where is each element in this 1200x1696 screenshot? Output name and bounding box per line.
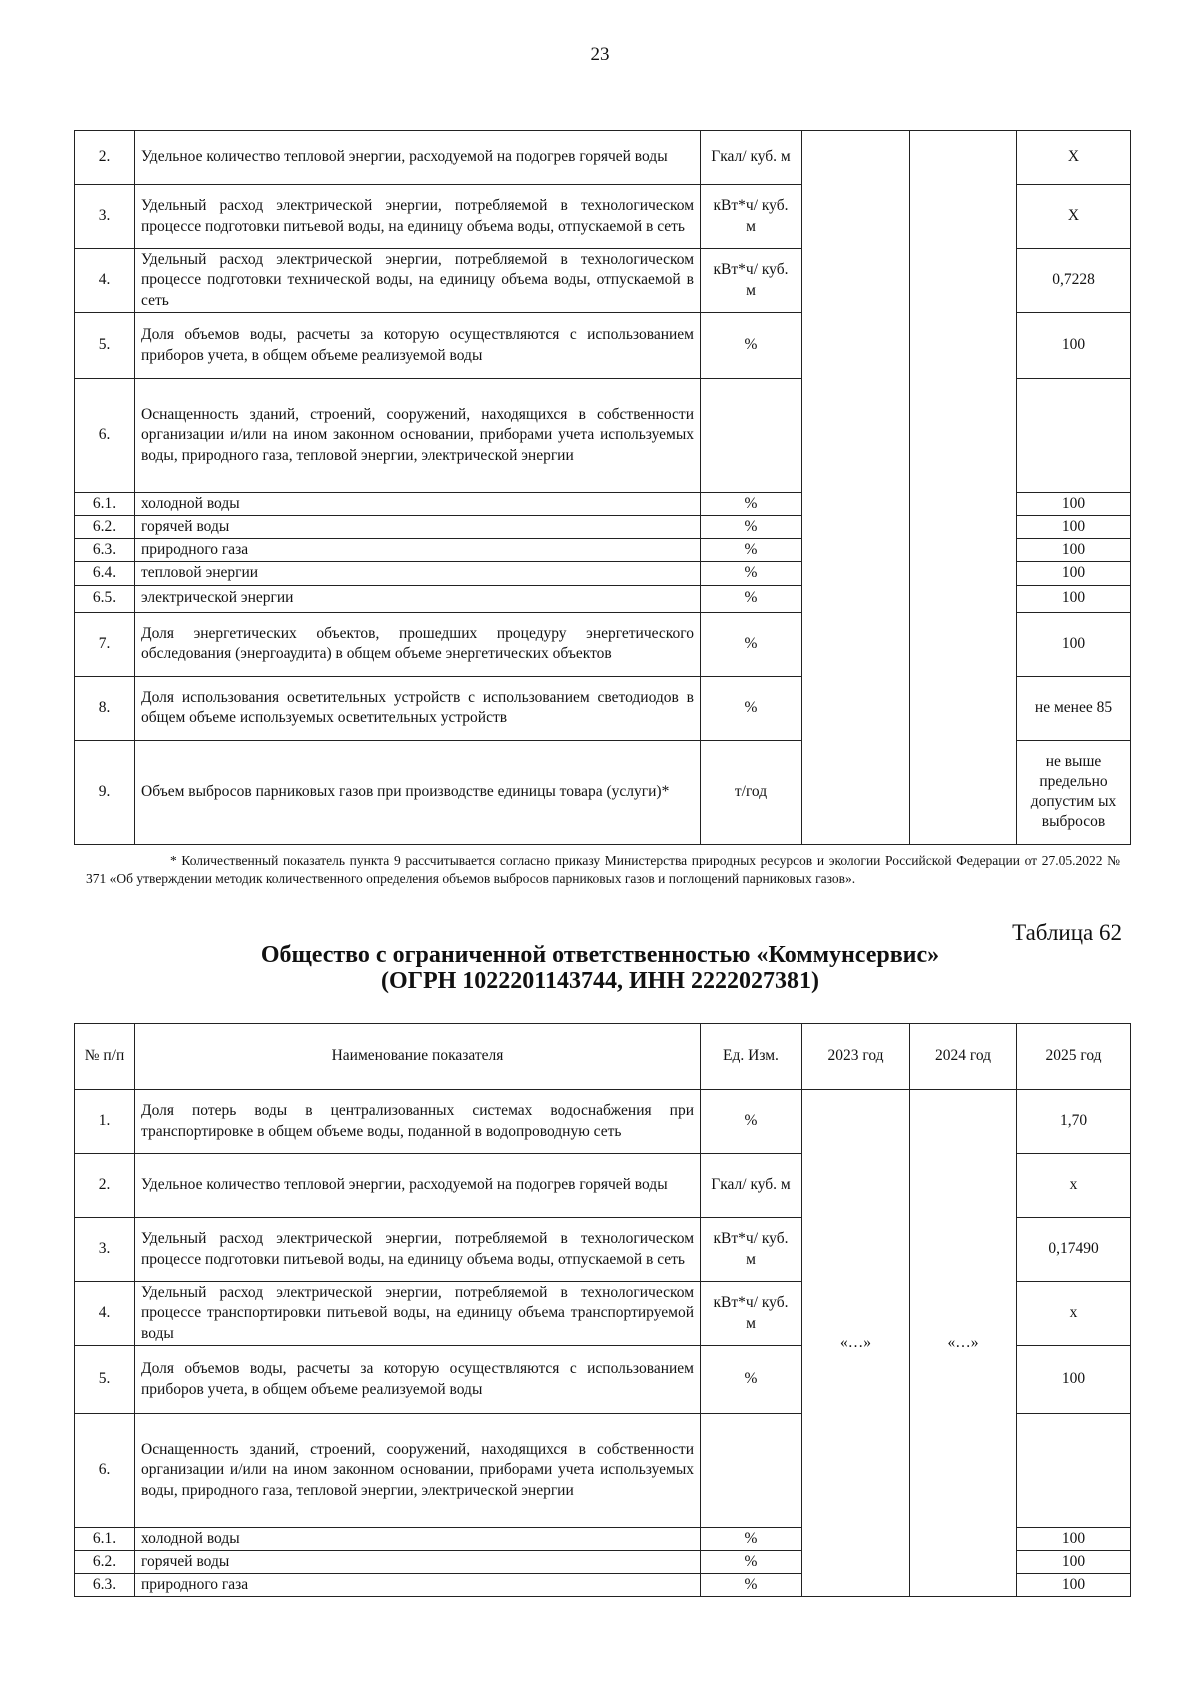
row-number: 6. — [75, 379, 135, 493]
value: x — [1017, 1154, 1131, 1218]
row-number: 6.2. — [75, 1551, 135, 1574]
unit: кВт*ч/ куб. м — [701, 249, 802, 313]
unit: % — [701, 676, 802, 740]
footnote: * Количественный показатель пункта 9 рассчитывается согласно приказу Министерства природных ресурсов и экологии Российской Федерации от 27.05.2022 № 371 «Об утверждении методик количественного определения объемов выбросов парниковых газов и поглощений парниковых газов». — [86, 853, 1120, 886]
row-number: 8. — [75, 676, 135, 740]
indicator-name: Удельное количество тепловой энергии, расходуемой на подогрев горячей воды — [135, 131, 701, 185]
unit: % — [701, 1346, 802, 1414]
table-row — [75, 131, 1131, 185]
unit: % — [701, 516, 802, 539]
header-year-2025: 2025 год — [1017, 1024, 1131, 1090]
unit: кВт*ч/ куб. м — [701, 1282, 802, 1346]
value: 100 — [1017, 562, 1131, 585]
value: не выше предельно допустим ых выбросов — [1017, 740, 1131, 844]
unit: Гкал/ куб. м — [701, 1154, 802, 1218]
unit: % — [701, 539, 802, 562]
unit: % — [701, 1528, 802, 1551]
indicator-name: Оснащенность зданий, строений, сооружений, находящихся в собственности организации и/или на ином законном основании, приборами учета используемых воды, природного газа, тепловой энергии, электрической энергии — [135, 379, 701, 493]
unit — [701, 1414, 802, 1528]
indicator-name: Доля потерь воды в централизованных системах водоснабжения при транспортировке в общем объеме воды, поданной в водопроводную сеть — [135, 1090, 701, 1154]
unit: кВт*ч/ куб. м — [701, 185, 802, 249]
row-number: 6.1. — [75, 1528, 135, 1551]
unit: % — [701, 612, 802, 676]
header-year-2023: 2023 год — [802, 1024, 910, 1090]
indicator-name: Объем выбросов парниковых газов при производстве единицы товара (услуги)* — [135, 740, 701, 844]
indicator-name: Доля использования осветительных устройств с использованием светодиодов в общем объеме используемых осветительных устройств — [135, 676, 701, 740]
row-number: 6.1. — [75, 493, 135, 516]
year-2023-merged-cell: «…» — [802, 1090, 910, 1597]
row-number: 6.3. — [75, 1574, 135, 1597]
indicator-name: Доля энергетических объектов, прошедших процедуру энергетического обследования (энергоаудита) в общем объеме энергетических объектов — [135, 612, 701, 676]
unit: кВт*ч/ куб. м — [701, 1218, 802, 1282]
value: 100 — [1017, 313, 1131, 379]
row-number: 7. — [75, 612, 135, 676]
row-number: 5. — [75, 1346, 135, 1414]
indicators-table-continued — [74, 130, 1131, 845]
table-label: Таблица 62 — [1012, 920, 1122, 945]
indicator-name: тепловой энергии — [135, 562, 701, 585]
row-number: 2. — [75, 131, 135, 185]
page-number: 23 — [590, 44, 610, 65]
value: 100 — [1017, 516, 1131, 539]
indicator-name: холодной воды — [135, 1528, 701, 1551]
value: 0,17490 — [1017, 1218, 1131, 1282]
value: x — [1017, 1282, 1131, 1346]
header-number: № п/п — [75, 1024, 135, 1090]
unit: т/год — [701, 740, 802, 844]
row-number: 6.4. — [75, 562, 135, 585]
row-number: 1. — [75, 1090, 135, 1154]
year-2023-merged-cell — [802, 131, 910, 845]
indicator-name: Удельный расход электрической энергии, потребляемой в технологическом процессе подготовки питьевой воды, на единицу объема воды, отпускаемой в сеть — [135, 1218, 701, 1282]
value: 100 — [1017, 1551, 1131, 1574]
value: X — [1017, 131, 1131, 185]
value — [1017, 1414, 1131, 1528]
value: 100 — [1017, 539, 1131, 562]
value: X — [1017, 185, 1131, 249]
year-2024-merged-cell: «…» — [910, 1090, 1017, 1597]
unit: % — [701, 1551, 802, 1574]
value: 100 — [1017, 612, 1131, 676]
row-number: 9. — [75, 740, 135, 844]
organization-name: Общество с ограниченной ответственностью «Коммунсервис» — [260, 942, 940, 968]
unit: % — [701, 562, 802, 585]
value: 1,70 — [1017, 1090, 1131, 1154]
table-row — [75, 1090, 1131, 1154]
indicator-name: природного газа — [135, 539, 701, 562]
indicator-name: Оснащенность зданий, строений, сооружений, находящихся в собственности организации и/или на ином законном основании, приборами учета используемых воды, природного газа, тепловой энергии, электрической энергии — [135, 1414, 701, 1528]
indicator-name: Удельный расход электрической энергии, потребляемой в технологическом процессе подготовки питьевой воды, на единицу объема воды, отпускаемой в сеть — [135, 185, 701, 249]
organization-title — [0, 942, 1200, 995]
value: 100 — [1017, 1574, 1131, 1597]
row-number: 6. — [75, 1414, 135, 1528]
row-number: 2. — [75, 1154, 135, 1218]
organization-registration: (ОГРН 1022201143744, ИНН 2222027381) — [381, 968, 819, 995]
header-unit: Ед. Изм. — [701, 1024, 802, 1090]
row-number: 6.5. — [75, 585, 135, 612]
indicator-name: природного газа — [135, 1574, 701, 1597]
header-indicator-name: Наименование показателя — [135, 1024, 701, 1090]
unit — [701, 379, 802, 493]
header-year-2024: 2024 год — [910, 1024, 1017, 1090]
indicator-name: Доля объемов воды, расчеты за которую осуществляются с использованием приборов учета, в общем объеме реализуемой воды — [135, 313, 701, 379]
indicators-table-62 — [74, 1023, 1131, 1597]
value: 100 — [1017, 585, 1131, 612]
indicator-name: Удельное количество тепловой энергии, расходуемой на подогрев горячей воды — [135, 1154, 701, 1218]
unit: Гкал/ куб. м — [701, 131, 802, 185]
unit: % — [701, 313, 802, 379]
value: 0,7228 — [1017, 249, 1131, 313]
row-number: 4. — [75, 1282, 135, 1346]
value — [1017, 379, 1131, 493]
year-2024-merged-cell — [910, 131, 1017, 845]
unit: % — [701, 585, 802, 612]
value: 100 — [1017, 1346, 1131, 1414]
row-number: 6.2. — [75, 516, 135, 539]
indicator-name: Удельный расход электрической энергии, потребляемой в технологическом процессе подготовки технической воды, на единицу объема воды, отпускаемой в сеть — [135, 249, 701, 313]
indicator-name: холодной воды — [135, 493, 701, 516]
value: 100 — [1017, 493, 1131, 516]
unit: % — [701, 493, 802, 516]
indicator-name: электрической энергии — [135, 585, 701, 612]
indicator-name: Доля объемов воды, расчеты за которую осуществляются с использованием приборов учета, в общем объеме реализуемой воды — [135, 1346, 701, 1414]
row-number: 3. — [75, 1218, 135, 1282]
value: 100 — [1017, 1528, 1131, 1551]
indicator-name: горячей воды — [135, 1551, 701, 1574]
value: не менее 85 — [1017, 676, 1131, 740]
row-number: 4. — [75, 249, 135, 313]
unit: % — [701, 1090, 802, 1154]
table-header-row — [75, 1024, 1131, 1090]
row-number: 6.3. — [75, 539, 135, 562]
indicator-name: Удельный расход электрической энергии, потребляемой в технологическом процессе транспортировки питьевой воды, на единицу объема транспортируемой воды — [135, 1282, 701, 1346]
unit: % — [701, 1574, 802, 1597]
row-number: 3. — [75, 185, 135, 249]
indicator-name: горячей воды — [135, 516, 701, 539]
row-number: 5. — [75, 313, 135, 379]
